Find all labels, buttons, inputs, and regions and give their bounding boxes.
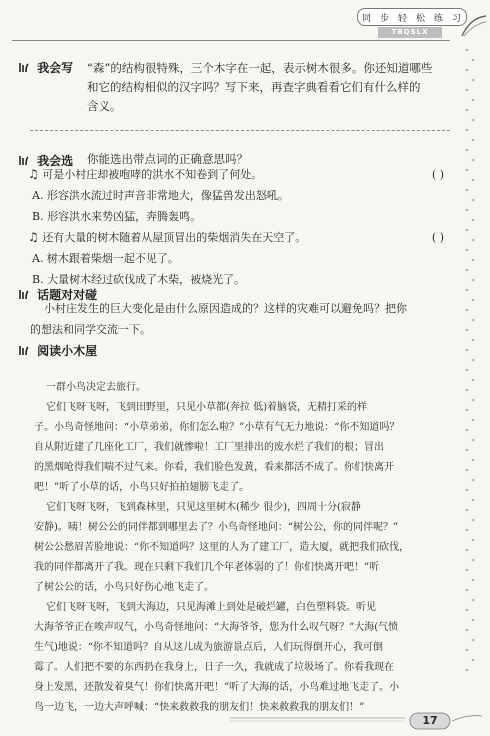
text-line: 和它的结构相似的汉字吗？写下来，再查字典看看它们有什么样的	[87, 80, 421, 94]
question-2-text: 还有大量的树木随着从屋顶冒出的柴烟消失在天空了。	[42, 231, 307, 244]
passage-line: 安静)。咦！树公公的同伴都到哪里去了？小鸟奇怪地问：“树公公，你的同伴呢？”	[34, 522, 399, 533]
passage-line: 子。小鸟奇怪地问：“小草弟弟，你们怎么啦？”小草有气无力地说：“你不知道吗？	[34, 422, 400, 433]
option-a[interactable]: A. 树木跟着柴烟一起不见了。	[32, 252, 179, 265]
section-write-body	[87, 59, 457, 116]
section-write-title: 我会写	[37, 61, 74, 75]
brand-char: 轻	[397, 13, 408, 24]
passage-line: 它们飞呀飞呀，飞到田野里，只见小草都(奔拉 低)着脑袋，无精打采的样	[46, 402, 367, 413]
passage-line: 一群小鸟决定去旅行。	[46, 382, 146, 393]
passage-line: 鸟一边飞，一边大声呼喊：“快来救救我的朋友们！快来救救我的朋友们！”	[34, 702, 365, 713]
section-topic-body	[30, 298, 460, 340]
brand-char: 步	[379, 13, 390, 24]
text-line: 的想法和同学交流一下。	[30, 323, 151, 336]
text-line: “森”的结构很特殊，三个木字在一起，表示树木很多。你还知道哪些	[87, 61, 433, 75]
passage-line: 我的同伴都离开了我。现在只剩下我们几个年老体弱的了！你们快离开吧！”听	[34, 562, 380, 573]
question-1	[28, 164, 458, 185]
question-1-text: 可是小村庄却被咆哮的洪水不知卷到了何处。	[42, 168, 263, 181]
passage-line: 生气)地说：“你不知道吗？自从这儿成为旅游景点后，人们玩得倒开心，我可倒	[34, 642, 384, 653]
answer-parentheses[interactable]: ( )	[431, 168, 444, 181]
page-number: 17	[422, 714, 438, 727]
series-title-badge	[357, 8, 467, 26]
brand-char: 同	[361, 13, 372, 24]
option-b[interactable]: B. 形容洪水来势凶猛，奔腾轰鸣。	[32, 210, 202, 223]
passage-line: 大海爷爷正在唉声叹气，小鸟奇怪地问：“大海爷爷，您为什么叹气呀？”大海(气愤	[34, 622, 399, 633]
answer-line[interactable]	[30, 130, 450, 131]
margin-dots-decoration	[462, 45, 482, 685]
section-write-heading	[18, 57, 73, 76]
series-abbrev: TBQSLX	[378, 27, 442, 38]
section-read-title: 阅读小木屋	[37, 344, 98, 358]
section-topic-title: 话题对对碰	[37, 288, 98, 302]
passage-line: 身上发黑，还散发着臭气！你们快离开吧！”听了大海的话，小鸟难过地飞走了。小	[34, 682, 400, 693]
brand-char: 习	[451, 13, 462, 24]
answer-parentheses[interactable]: ( )	[431, 231, 444, 244]
passage-line: 的黑烟呛得我们喘不过气来。你看，我们脸色发黄，看来都活不成了。你们快离开	[34, 462, 394, 473]
passage-line: 自从附近建了几座化工厂，我们就惨啦！工厂里排出的废水烂了我们的根；冒出	[34, 442, 384, 453]
header-decoration-icon	[460, 14, 488, 38]
brand-char: 练	[433, 13, 444, 24]
passage-line: 了树公公的话，小鸟只好伤心地飞走了。	[34, 582, 214, 593]
option-a[interactable]: A. 形容洪水流过时声音非常地大，像猛兽发出怒吼。	[32, 189, 289, 202]
passage-line: 霉了。人们把不要的东西扔在我身上，日子一久，我就成了垃圾场了。你看我现在	[34, 662, 394, 673]
section-choose-prompt: 你能选出带点词的正确意思吗？	[87, 152, 248, 166]
section-marker-icon	[18, 62, 29, 73]
section-read-heading	[18, 340, 97, 359]
section-marker-icon	[18, 345, 29, 356]
passage-line: 树公公愁眉苦脸地说：“你不知道吗？这里的人为了建工厂，造大厦，就把我们砍伐，	[34, 542, 410, 553]
option-b[interactable]: B. 大量树木经过砍伐成了木柴，被烧光了。	[32, 273, 246, 286]
section-choose-title: 我会选	[37, 154, 74, 168]
music-note-icon: ♫	[28, 167, 39, 181]
reading-passage	[34, 378, 452, 718]
passage-line: 它们飞呀飞呀，飞到森林里，只见这里树木(稀少 很少)，四周十分(寂静	[46, 502, 361, 513]
question-2	[28, 227, 458, 248]
passage-line: 吧！”听了小草的话，小鸟只好拍拍翅膀飞走了。	[34, 482, 250, 493]
text-line: 小村庄发生的巨大变化是由什么原因造成的？这样的灾难可以避免吗？把你	[44, 302, 407, 315]
question-block	[28, 164, 458, 290]
music-note-icon: ♫	[28, 230, 39, 244]
text-line: 含义。	[87, 99, 122, 113]
passage-line: 它们飞呀飞呀，飞到大海边，只见海滩上到处是破烂罐，白色塑料袋。听见	[46, 602, 376, 613]
brand-char: 松	[415, 13, 426, 24]
header-rule	[12, 40, 450, 41]
section-marker-icon	[18, 289, 29, 300]
